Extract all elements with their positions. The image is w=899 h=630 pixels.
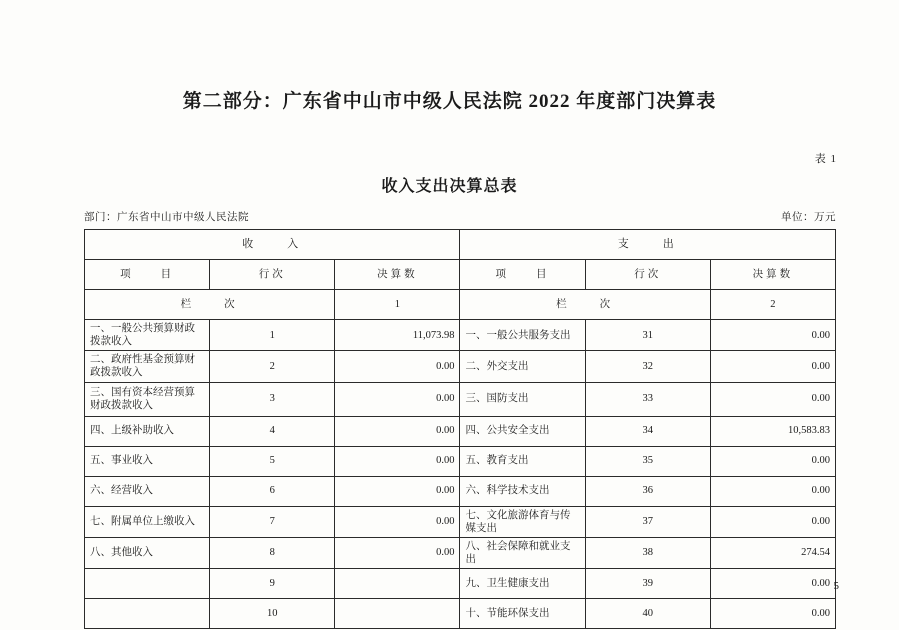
expense-lane-number: 2 — [710, 290, 835, 320]
table-group-header-row — [85, 230, 836, 260]
page-title: 第二部分：广东省中山市中级人民法院 2022 年度部门决算表 — [182, 91, 717, 112]
income-item-amount: 0.00 — [335, 537, 460, 568]
income-item-line: 8 — [210, 537, 335, 568]
table-row — [85, 569, 836, 599]
income-item-name: 八、其他收入 — [85, 537, 210, 568]
expense-line-header: 行次 — [585, 260, 710, 290]
income-item-name: 五、事业收入 — [85, 446, 210, 476]
income-item-line: 3 — [210, 382, 335, 416]
income-item-name: 七、附属单位上缴收入 — [85, 506, 210, 537]
expense-item-header: 项 目 — [460, 260, 585, 290]
expense-item-name: 一、一般公共服务支出 — [460, 320, 585, 351]
expense-item-line: 39 — [585, 569, 710, 599]
income-item-amount: 0.00 — [335, 446, 460, 476]
expense-item-name: 四、公共安全支出 — [460, 416, 585, 446]
income-lane-label: 栏 次 — [85, 290, 335, 320]
income-item-amount: 0.00 — [335, 416, 460, 446]
income-amount-header: 决算数 — [335, 260, 460, 290]
department-label: 部门：广东省中山市中级人民法院 — [84, 212, 249, 223]
income-item-amount — [335, 599, 460, 629]
income-item-amount: 11,073.98 — [335, 320, 460, 351]
table-title: 收入支出决算总表 — [381, 178, 518, 195]
expense-amount-header: 决算数 — [710, 260, 835, 290]
income-item-name — [85, 599, 210, 629]
income-item-line: 7 — [210, 506, 335, 537]
expense-group-header: 支 出 — [460, 230, 836, 260]
income-item-amount: 0.00 — [335, 382, 460, 416]
expense-item-amount: 10,583.83 — [710, 416, 835, 446]
income-item-name — [85, 569, 210, 599]
income-group-header: 收 入 — [85, 230, 460, 260]
expense-item-amount: 0.00 — [710, 569, 835, 599]
table-row — [85, 416, 836, 446]
expense-item-line: 35 — [585, 446, 710, 476]
expense-item-name: 八、社会保障和就业支出 — [460, 537, 585, 568]
expense-item-line: 36 — [585, 476, 710, 506]
expense-item-amount: 0.00 — [710, 506, 835, 537]
income-item-amount: 0.00 — [335, 351, 460, 382]
table-index-label: 表 1 — [814, 153, 837, 165]
expense-item-amount: 0.00 — [710, 351, 835, 382]
expense-item-line: 32 — [585, 351, 710, 382]
table-row — [85, 382, 836, 416]
table-row — [85, 320, 836, 351]
expense-item-amount: 0.00 — [710, 446, 835, 476]
expense-lane-label: 栏 次 — [460, 290, 710, 320]
income-item-name: 六、经营收入 — [85, 476, 210, 506]
expense-item-amount: 0.00 — [710, 382, 835, 416]
expense-item-line: 31 — [585, 320, 710, 351]
expense-item-line: 37 — [585, 506, 710, 537]
table-lane-row — [85, 290, 836, 320]
income-item-line: 10 — [210, 599, 335, 629]
income-item-name: 一、一般公共预算财政拨款收入 — [85, 320, 210, 351]
budget-table — [84, 229, 836, 629]
expense-item-name: 三、国防支出 — [460, 382, 585, 416]
expense-item-name: 六、科学技术支出 — [460, 476, 585, 506]
income-item-header: 项 目 — [85, 260, 210, 290]
income-lane-number: 1 — [335, 290, 460, 320]
income-item-line: 5 — [210, 446, 335, 476]
income-line-header: 行次 — [210, 260, 335, 290]
income-item-line: 6 — [210, 476, 335, 506]
expense-item-name: 五、教育支出 — [460, 446, 585, 476]
table-row — [85, 351, 836, 382]
expense-item-name: 二、外交支出 — [460, 351, 585, 382]
income-item-line: 9 — [210, 569, 335, 599]
expense-item-line: 33 — [585, 382, 710, 416]
income-item-line: 4 — [210, 416, 335, 446]
income-item-name: 三、国有资本经营预算财政拨款收入 — [85, 382, 210, 416]
page-number: 5 — [833, 580, 839, 592]
income-item-amount: 0.00 — [335, 476, 460, 506]
table-row — [85, 446, 836, 476]
income-item-amount: 0.00 — [335, 506, 460, 537]
table-column-header-row — [85, 260, 836, 290]
expense-item-line: 34 — [585, 416, 710, 446]
expense-item-line: 40 — [585, 599, 710, 629]
income-item-amount — [335, 569, 460, 599]
expense-item-line: 38 — [585, 537, 710, 568]
table-row — [85, 537, 836, 568]
table-row — [85, 476, 836, 506]
expense-item-name: 七、文化旅游体育与传媒支出 — [460, 506, 585, 537]
expense-item-amount: 0.00 — [710, 320, 835, 351]
income-item-name: 二、政府性基金预算财政拨款收入 — [85, 351, 210, 382]
table-row — [85, 506, 836, 537]
expense-item-name: 十、节能环保支出 — [460, 599, 585, 629]
income-item-line: 1 — [210, 320, 335, 351]
unit-label: 单位：万元 — [781, 212, 836, 223]
income-item-name: 四、上级补助收入 — [85, 416, 210, 446]
income-item-line: 2 — [210, 351, 335, 382]
expense-item-name: 九、卫生健康支出 — [460, 569, 585, 599]
expense-item-amount: 0.00 — [710, 476, 835, 506]
table-row — [85, 599, 836, 629]
expense-item-amount: 0.00 — [710, 599, 835, 629]
table-meta — [84, 209, 836, 224]
expense-item-amount: 274.54 — [710, 537, 835, 568]
